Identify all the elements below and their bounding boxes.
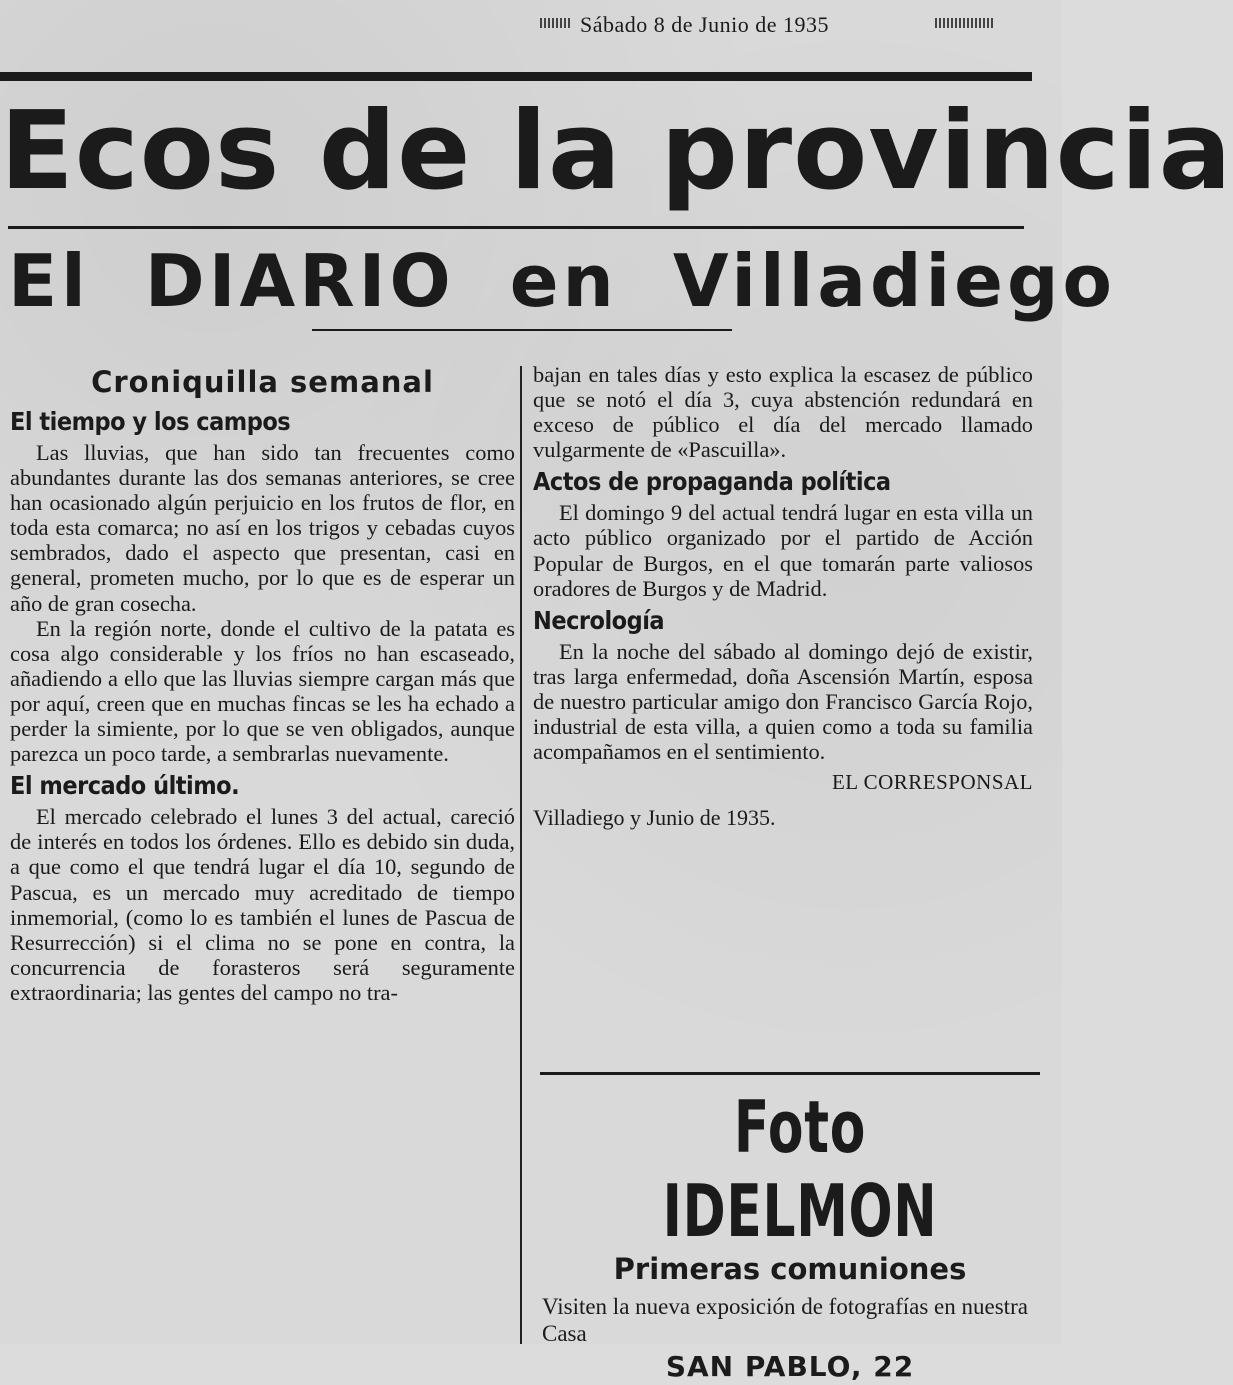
subtitle-politics: Actos de propaganda política <box>533 467 891 497</box>
section-title: Croniquilla semanal <box>91 365 434 399</box>
ad-rule <box>540 1072 1040 1075</box>
place-date: Villadiego y Junio de 1935. <box>533 805 776 831</box>
ornament-right <box>935 18 995 28</box>
paragraph-weather-2: En la región norte, donde el cultivo de la patata es cosa algo considerable y los fríos no han escaseado, añadiendo a ello que las lluvias siempre cargan más que por aquí, creen que en muchas fincas se les ha echado a perder la simiente, por lo que se ven obligados, aunque parezca un poco tarde, a sembrarlas nuevamente. <box>10 615 515 767</box>
paragraph-weather-1: Las lluvias, que han sido tan frecuentes como abundantes durante las dos semanas anteriores, se cree han ocasionado algún perjuicio en los frutos de flor, en toda esta comarca; no así en los trigos y cebadas cuyos sembrados, dado el aspecto que presentan, casi en general, prometen mucho, por lo que es de esperar un año de gran cosecha. <box>10 440 515 616</box>
signature: EL CORRESPONSAL <box>831 770 1033 795</box>
advertisement <box>540 1085 1040 1385</box>
headline-rule <box>8 226 1024 229</box>
ornament-left <box>540 18 572 28</box>
subtitle-obituary: Necrología <box>533 605 665 635</box>
paragraph-obituary: En la noche del sábado al domingo dejó de existir, tras larga enfermedad, doña Ascensión Martín, esposa de nuestro particular amigo don Francisco García Rojo, industrial de esta villa, a quien como a toda su familia acompañamos en el sentimiento. <box>533 638 1033 765</box>
ad-brand: Foto IDELMON <box>662 1085 938 1253</box>
ad-address: SAN PABLO, 22 <box>665 1350 915 1383</box>
left-column <box>10 362 515 1005</box>
ad-subtitle: Primeras comuniones <box>613 1252 967 1286</box>
top-rule <box>0 72 1032 81</box>
subhead-rule <box>312 329 732 331</box>
column-divider <box>520 366 522 1344</box>
right-column <box>533 362 1033 830</box>
subtitle-market: El mercado último. <box>10 771 240 801</box>
paragraph-politics: El domingo 9 del actual tendrá lugar en esta villa un acto público organizado por el partido de Acción Popular de Burgos, en el que tomarán parte valiosos oradores de Burgos y de Madrid. <box>533 500 1033 601</box>
dateline: Sábado 8 de Junio de 1935 <box>580 12 829 37</box>
paragraph-market: El mercado celebrado el lunes 3 del actual, careció de interés en todos los órdenes. Ello es debido sin duda, a que como el que tendrá lugar el día 10, segundo de Pascua, es un mercado muy acreditado de tiempo inmemorial, (como lo es también el lunes de Pascua de Resurrección) si el clima no se pone en contra, la concurrencia de forasteros será seguramente extraordinaria; las gentes del campo no tra- <box>10 804 515 1005</box>
ad-text: Visiten la nueva exposición de fotografías en nuestra Casa <box>542 1294 1028 1346</box>
headline: Ecos de la provincia <box>0 89 1233 214</box>
paragraph-market-continued: bajan en tales días y esto explica la escasez de público que se notó el día 3, cuya abstención redundará en exceso de público el día del mercado llamado vulgarmente de «Pascuilla». <box>533 362 1033 463</box>
subtitle-weather: El tiempo y los campos <box>10 407 291 436</box>
subhead: El DIARIO en Villadiego <box>8 239 1117 323</box>
